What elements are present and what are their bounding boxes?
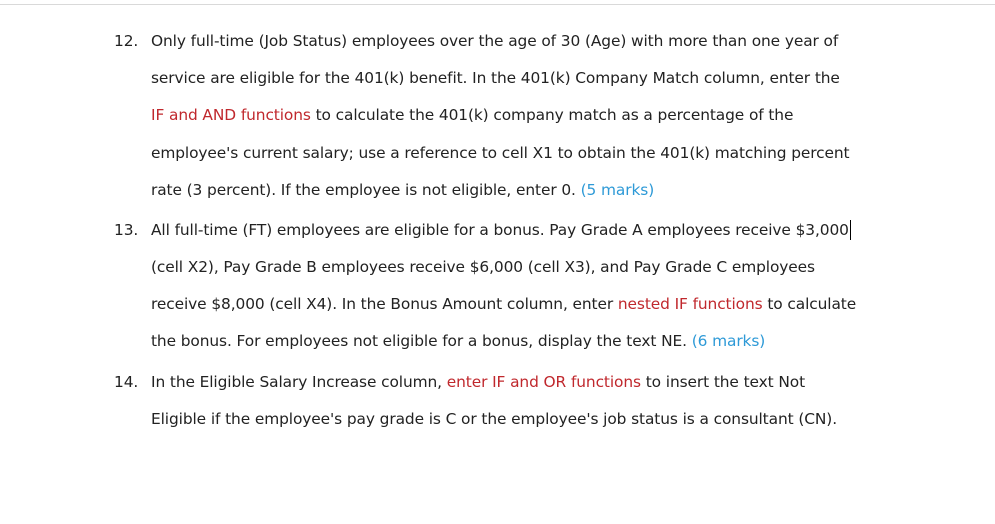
text-run: (cell X2), Pay Grade B employees receive $6,000 (cell X3), and Pay Grade C employees	[151, 258, 815, 276]
text-run: rate (3 percent). If the employee is not eligible, enter 0.	[151, 181, 581, 199]
text-run: service are eligible for the 401(k) benefit. In the 401(k) Company Match column, enter the	[151, 69, 840, 87]
marks-label: (6 marks)	[691, 332, 766, 350]
list-number: 14.	[114, 373, 139, 391]
paragraph-line	[151, 294, 856, 314]
paragraph-line	[151, 257, 815, 277]
text-run: to insert the text Not	[640, 373, 806, 391]
paragraph-line	[151, 180, 654, 200]
text-run: In the Eligible Salary Increase column,	[151, 373, 447, 391]
paragraph-line	[151, 372, 805, 392]
text-run: Eligible if the employee's pay grade is C or the employee's job status is a consultant (CN).	[151, 410, 837, 428]
highlighted-instruction: IF and AND functions	[151, 106, 311, 124]
highlighted-instruction: enter IF and OR functions	[446, 373, 641, 391]
paragraph-line	[151, 220, 851, 240]
text-run: to calculate the 401(k) company match as a percentage of the	[310, 106, 794, 124]
paragraph-line	[151, 68, 840, 88]
list-number: 12.	[114, 32, 139, 50]
text-run: the bonus. For employees not eligible for a bonus, display the text NE.	[151, 332, 692, 350]
paragraph-line	[151, 409, 837, 429]
text-run: to calculate	[762, 295, 857, 313]
paragraph-line	[151, 143, 849, 163]
paragraph-line	[151, 331, 765, 351]
highlighted-instruction: nested IF functions	[617, 295, 763, 313]
list-number: 13.	[114, 221, 139, 239]
text-run: Only full-time (Job Status) employees over the age of 30 (Age) with more than one year of	[151, 32, 839, 50]
text-run: All full-time (FT) employees are eligible for a bonus. Pay Grade A employees receive $3,000	[151, 221, 849, 239]
text-run: employee's current salary; use a reference to cell X1 to obtain the 401(k) matching percent	[151, 144, 850, 162]
text-run: receive $8,000 (cell X4). In the Bonus Amount column, enter	[151, 295, 618, 313]
marks-label: (5 marks)	[580, 181, 655, 199]
text-cursor	[850, 220, 851, 240]
paragraph-line	[151, 31, 838, 51]
paragraph-line	[151, 105, 793, 125]
